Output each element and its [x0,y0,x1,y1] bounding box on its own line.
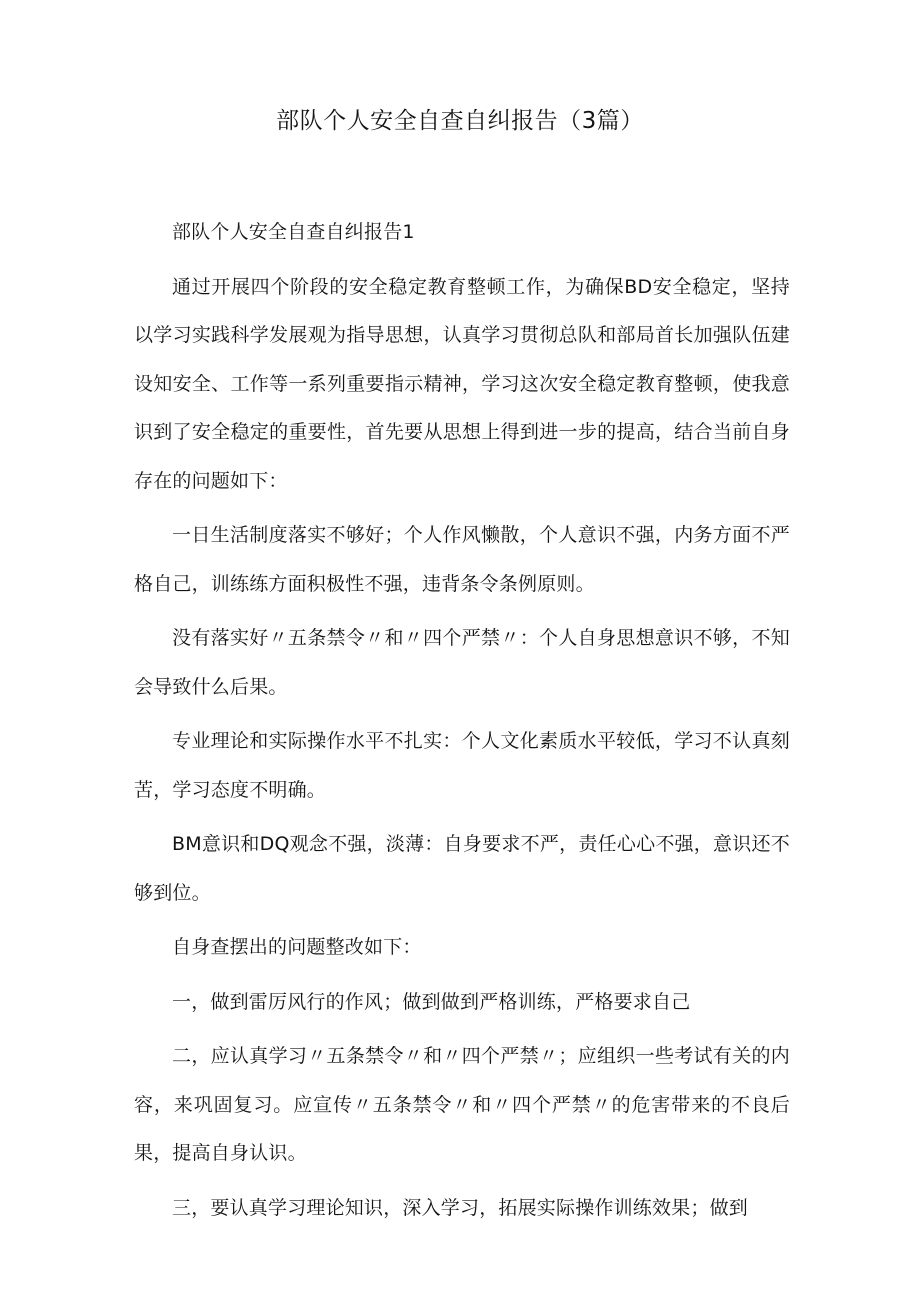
rectification-heading: 自身查摆出的问题整改如下： [172,936,422,958]
rectification-item-3: 三，要认真学习理论知识，深入学习，拓展实际操作训练效果；做到 [172,1196,749,1219]
document-title: 部队个人安全自查自纠报告（3篇） [276,108,644,134]
problem-paragraph-4: BM意识和DQ观念不强，淡薄：自身要求不严，责任心心不强，意识还不够到位。 [134,833,790,904]
intro-paragraph: 通过开展四个阶段的安全稳定教育整顿工作，为确保BD安全稳定，坚持以学习实践科学发展观为指导思想，认真学习贯彻总队和部局首长加强队伍建设知安全、工作等一系列重要指示精神，学习这次安全稳定教育整顿，使我意识到了安全稳定的重要性，首先要从思想上得到进一步的提高，结合当前自身存在的问题如下： [134,275,790,492]
rectification-item-1: 一，做到雷厉风行的作风；做到做到严格训练，严格要求自己 [172,990,691,1013]
report-subtitle: 部队个人安全自查自纠报告1 [172,221,415,243]
document-body [134,208,790,1238]
problem-paragraph-3: 专业理论和实际操作水平不扎实：个人文化素质水平较低，学习不认真刻苦，学习态度不明确。 [134,730,790,801]
rectification-item-2: 二，应认真学习〃五条禁令〃和〃四个严禁〃；应组织一些考试有关的内容，来巩固复习。应宣传〃五条禁令〃和〃四个严禁〃的危害带来的不良后果，提高自身认识。 [134,1045,790,1164]
problem-paragraph-1: 一日生活制度落实不够好；个人作风懒散，个人意识不强，内务方面不严格自己，训练练方面积极性不强，违背条令条例原则。 [134,524,790,595]
problem-paragraph-2: 没有落实好〃五条禁令〃和〃四个严禁〃：个人自身思想意识不够，不知会导致什么后果。 [134,627,790,698]
